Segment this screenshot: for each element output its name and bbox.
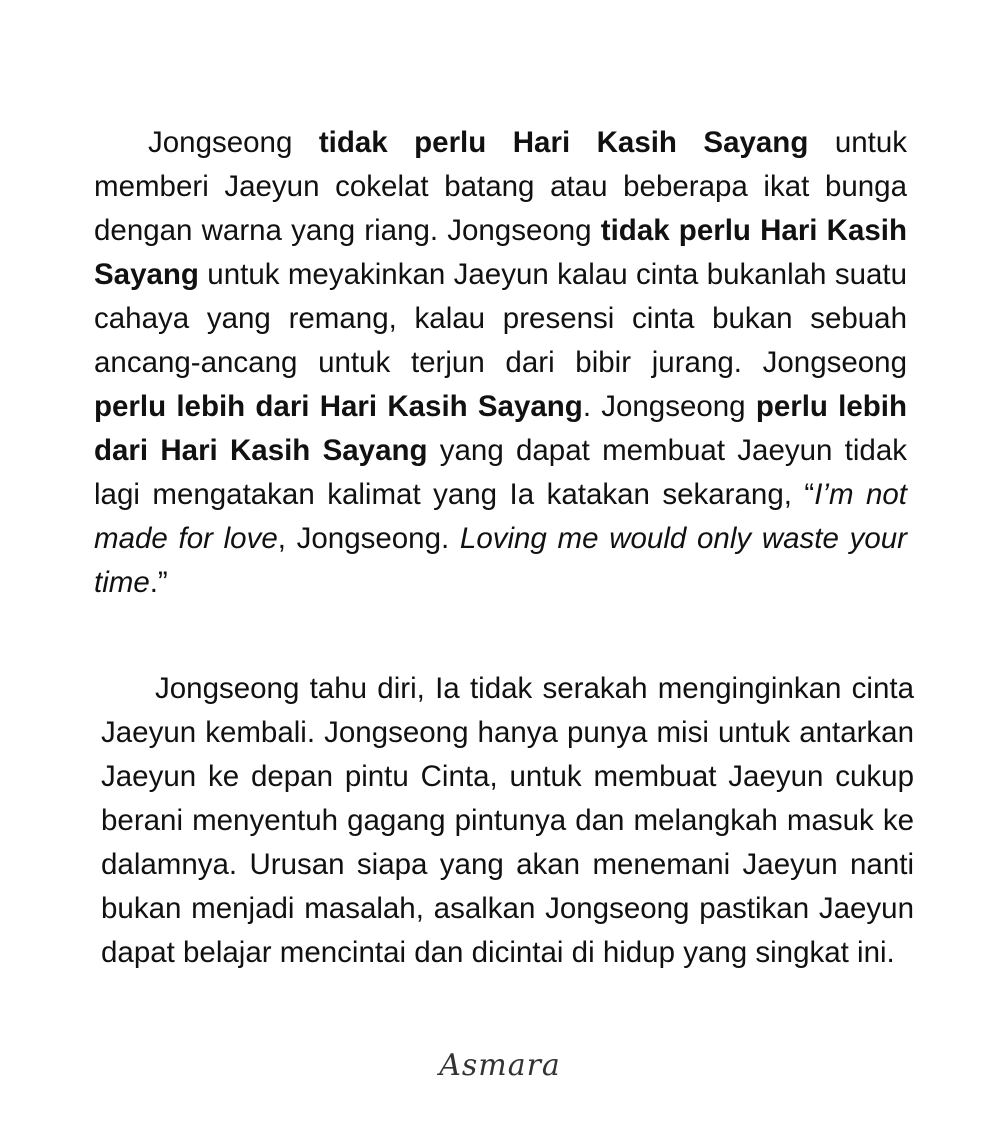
bold-phrase: tidak perlu Hari Kasih Sayang	[94, 214, 907, 291]
paragraph-2: Jongseong tahu diri, Ia tidak serakah menginginkan cinta Jaeyun kembali. Jongseong hanya punya misi untuk antarkan Jaeyun ke depan pintu Cinta, untuk membuat Jaeyun cukup berani menyentuh gagang pintunya dan melangkah masuk ke dalamnya. Urusan siapa yang akan menemani Jaeyun nanti bukan menjadi masalah, asalkan Jongseong pastikan Jaeyun dapat belajar mencintai dan dicintai di hidup yang singkat ini.	[101, 672, 914, 969]
text-run: untuk meyakinkan Jaeyun kalau cinta bukanlah suatu cahaya yang remang, kalau presensi cinta bukan sebuah ancang-ancang untuk terjun dari bibir jurang. Jongseong	[94, 258, 907, 379]
bold-phrase: perlu lebih dari Hari Kasih Sayang	[94, 390, 583, 423]
text-run: Jongseong	[148, 126, 319, 159]
italic-quote: I’m not made for love	[94, 478, 907, 555]
text-run: untuk memberi Jaeyun cokelat batang atau beberapa ikat bunga dengan warna yang riang. Jongseong	[94, 126, 907, 247]
text-run: , Jongseong.	[277, 522, 460, 555]
bold-phrase: tidak perlu Hari Kasih Sayang	[318, 126, 809, 159]
text-run: . Jongseong	[582, 390, 756, 423]
text-run: .”	[149, 566, 168, 599]
paragraph-1	[94, 121, 907, 605]
italic-quote: Loving me would only waste your time	[94, 522, 907, 599]
bold-phrase: perlu lebih dari Hari Kasih Sayang	[94, 390, 907, 467]
signature: Asmara	[439, 1048, 561, 1083]
text-run: yang dapat membuat Jaeyun tidak lagi mengatakan kalimat yang Ia katakan sekarang, “	[94, 434, 907, 511]
